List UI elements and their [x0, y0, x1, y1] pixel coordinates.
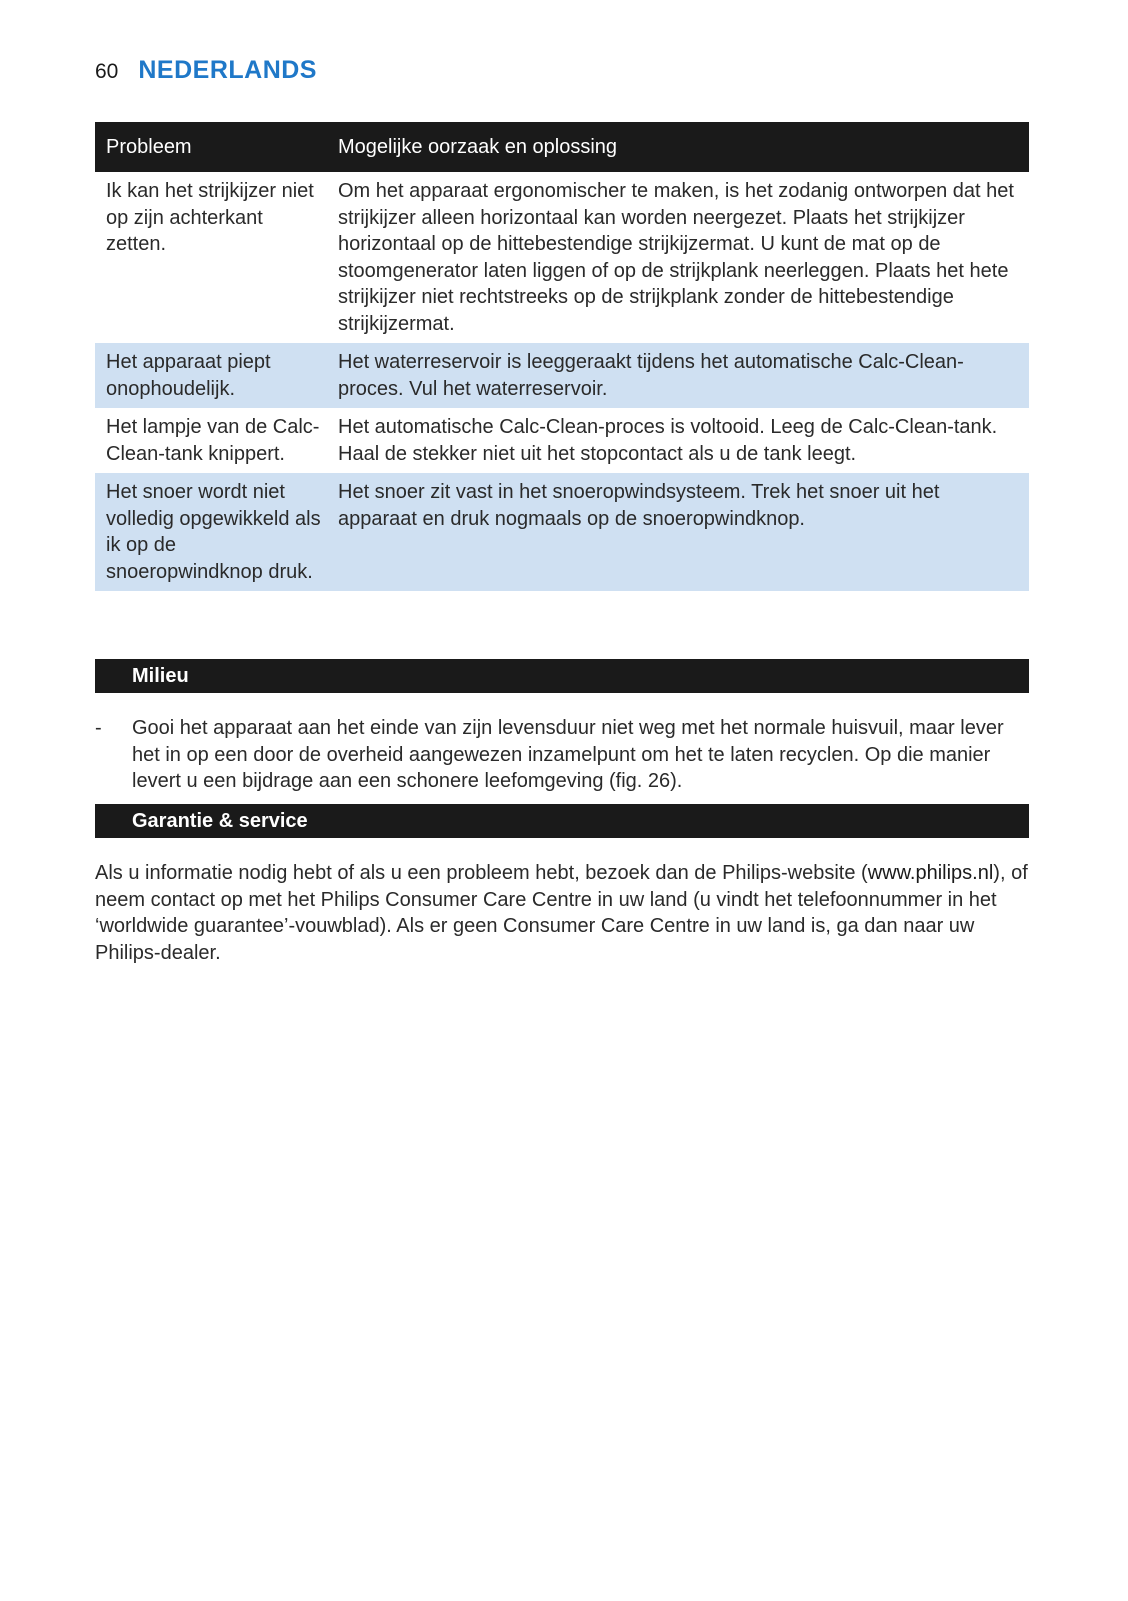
table-row [95, 473, 1029, 591]
milieu-list-item [95, 715, 1029, 795]
garantie-paragraph [95, 860, 1029, 966]
solution-cell: Het snoer zit vast in het snoeropwindsysteem. Trek het snoer uit het apparaat en druk nogmaals op de snoeropwindknop. [335, 473, 1029, 591]
bullet-dash: - [95, 717, 102, 739]
table-row [95, 343, 1029, 408]
problem-cell: Het apparaat piept onophoudelijk. [95, 343, 335, 408]
troubleshooting-table [95, 122, 1029, 591]
table-row [95, 408, 1029, 473]
table-header-row [95, 122, 1029, 172]
milieu-text: Gooi het apparaat aan het einde van zijn levensduur niet weg met het normale huisvuil, maar lever het in op een door de overheid aangewezen inzamelpunt om het te laten recyclen. Op die manier levert u een bijdrage aan een schonere leefomgeving (fig. 26). [132, 717, 1004, 792]
page-number: 60 [95, 60, 119, 83]
solution-cell: Het automatische Calc-Clean-proces is voltooid. Leeg de Calc-Clean-tank. Haal de stekker niet uit het stopcontact als u de tank leegt. [338, 416, 998, 465]
problem-cell: Het lampje van de Calc-Clean-tank knippert. [106, 416, 320, 465]
garantie-text-after: ), of neem contact op met het Philips Consumer Care Centre in uw land (u vindt het telefoonnummer in het ‘worldwide guarantee’-vouwblad). Als er geen Consumer Care Centre in uw land is, ga dan naar uw Philips-dealer. [95, 862, 1028, 964]
philips-website-link[interactable]: www.philips.nl [867, 862, 994, 884]
language-title: NEDERLANDS [138, 56, 317, 84]
problem-cell: Het snoer wordt niet volledig opgewikkeld als ik op de snoeropwindknop druk. [95, 473, 335, 591]
solution-cell: Om het apparaat ergonomischer te maken, is het zodanig ontworpen dat het strijkijzer alleen horizontaal kan worden neergezet. Plaats het strijkijzer horizontaal op de hittebestendige strijkijzermat. U kunt de mat op de stoomgenerator laten liggen of op de strijkplank neerleggen. Plaats het hete strijkijzer niet rechtstreeks op de strijkplank zonder de hittebestendige strijkijzermat. [338, 180, 1014, 335]
solution-cell: Het waterreservoir is leeggeraakt tijdens het automatische Calc-Clean-proces. Vul het waterreservoir. [335, 343, 1029, 408]
table-row [95, 172, 1029, 343]
page-header [95, 56, 317, 85]
section-heading-milieu: Milieu [95, 659, 1029, 693]
problem-cell: Ik kan het strijkijzer niet op zijn achterkant zetten. [106, 180, 314, 255]
header-problem: Probleem [95, 122, 335, 172]
header-solution: Mogelijke oorzaak en oplossing [335, 122, 1029, 172]
garantie-text-before: Als u informatie nodig hebt of als u een probleem hebt, bezoek dan de Philips-website ( [95, 862, 868, 884]
section-heading-garantie: Garantie & service [95, 804, 1029, 838]
